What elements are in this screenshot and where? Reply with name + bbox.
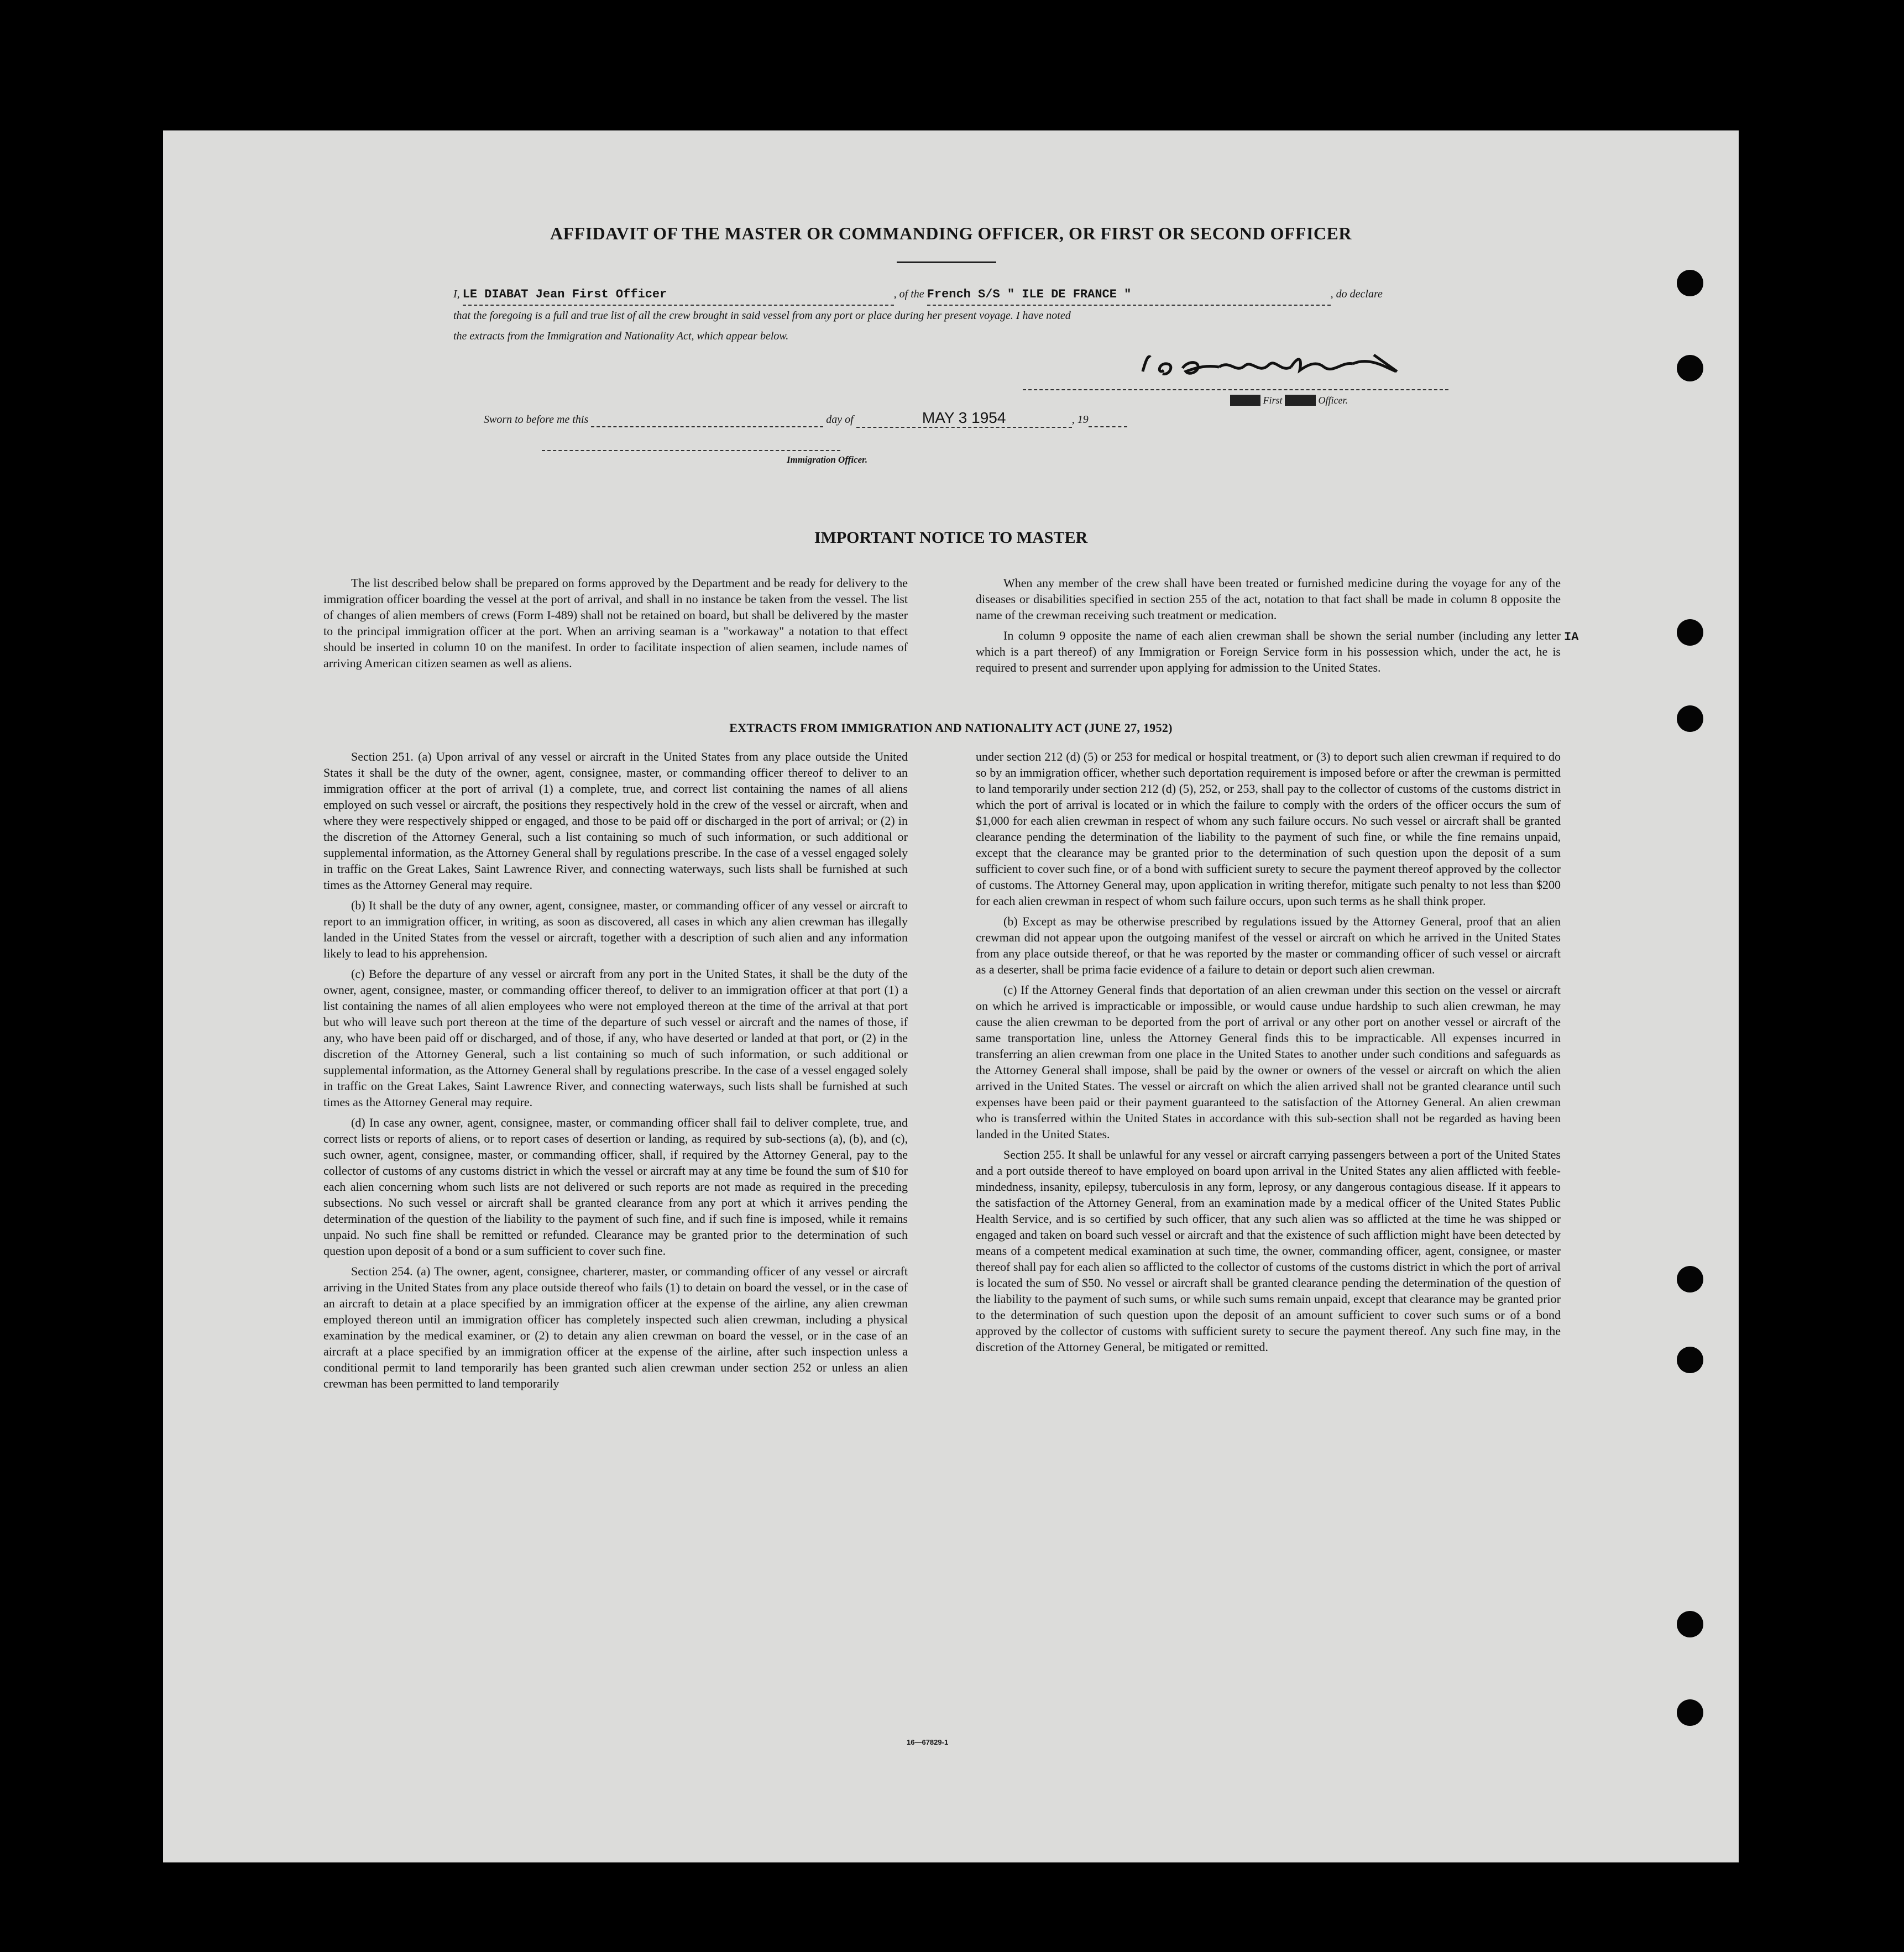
declaration-prefix: I, <box>453 288 460 300</box>
declaration-line-1 <box>453 284 1625 306</box>
section-254-c: (c) If the Attorney General finds that deportation of an alien crewman under this section on the vessel or aircraft on which he arrived is impracticable or impossible, or would cause undue hardship to such alien crewman, he may cause the alien crewman to be deported from the port of arrival or any other port on another vessel or aircraft of the same transportation line, unless the Attorney General finds this to be impracticable. All expenses incurred in transferring an alien crewman from one place in the United States to another under such conditions and safeguards as the Attorney General shall impose, shall be paid by the owner or owners of the vessel or aircraft on which the alien arrived in the United States. The vessel or aircraft on which the alien arrived shall not be granted clearance until such expenses have been paid or their payment guaranteed to the satisfaction of the Attorney General. An alien crewman who is transferred within the United States in accordance with this sub-section shall not be regarded as having been landed in the United States. <box>976 983 1561 1141</box>
punch-hole <box>1677 1266 1703 1292</box>
sworn-date-field <box>856 409 1072 428</box>
declaration-line-2: that the foregoing is a full and true list of all the crew brought in said vessel from any port or place during her present voyage. I have noted <box>453 310 1071 322</box>
sworn-day-field <box>591 414 823 427</box>
section-254-b: (b) Except as may be otherwise prescribed by regulations issued by the Attorney General, proof that an alien crewman did not appear upon the outgoing manifest of the vessel or aircraft on which he arrived in the United States from any place outside thereof, or that he was reported by the master or commanding officer of such vessel or aircraft as a deserter, shall be prima facie evidence of a failure to detain or deport such alien crewman. <box>976 914 1561 976</box>
officer-signature <box>1136 343 1446 387</box>
struck-master: Master <box>1231 395 1259 406</box>
year-field <box>1089 414 1127 427</box>
notice-left-paragraph: The list described below shall be prepared on forms approved by the Department and be ready for delivery to the immigration officer boarding the vessel at the port of arrival, and shall in no instance be taken from the vessel. The list of changes of alien members of crews (Form I-489) shall not be retained on board, but shall be delivered by the master to the principal immigration officer at the port. When an arriving seaman is a "workaway" a notation to that effect should be inserted in column 10 on the manifest. In order to facilitate inspection of alien seamen, include names of arriving American citizen seamen as well as aliens. <box>323 576 908 670</box>
notice-left-column <box>323 575 908 671</box>
punch-hole <box>1677 1611 1703 1637</box>
extracts-left-column <box>323 749 908 1391</box>
punch-hole <box>1677 705 1703 732</box>
notice-right-paragraph-1: When any member of the crew shall have been treated or furnished medicine during the voyage for any of the diseases or disabilities specified in section 255 of the act, notation to that fact shall be made in column 8 opposite the name of the crewman receiving such treatment or medication. <box>976 576 1561 622</box>
notice-right-paragraph-2: In column 9 opposite the name of each alien crewman shall be shown the serial number (including any letter which is a part thereof) of any Immigration or Foreign Service form in his possession which, under the act, he is required to present and surrender upon applying for admission to the United States. <box>976 629 1561 674</box>
punch-hole <box>1677 355 1703 381</box>
caption-officer: Officer. <box>1318 395 1348 406</box>
officer-name-value: LE DIABAT Jean First Officer <box>462 287 667 301</box>
immigration-officer-label: Immigration Officer. <box>787 454 868 465</box>
sworn-date-stamp: MAY 3 1954 <box>922 409 1006 426</box>
punch-hole <box>1677 1347 1703 1373</box>
caption-first: First <box>1263 395 1283 406</box>
vessel-name-value: French S/S " ILE DE FRANCE " <box>927 287 1132 301</box>
document-page <box>163 130 1739 1862</box>
extracts-title: EXTRACTS FROM IMMIGRATION AND NATIONALITY ACT (JUNE 27, 1952) <box>729 721 1173 735</box>
crew-officer-name-field <box>463 284 894 306</box>
section-251-d: (d) In case any owner, agent, consignee, master, or commanding officer shall fail to deliver complete, true, and correct lists or reports of aliens, or to report cases of desertion or landing, as required by sub-sections (a), (b), and (c), such owner, agent, consignee, master, or commanding officer, shall, if required by the Attorney General, pay to the collector of customs of any customs district in which the vessel or aircraft may at any time be found the sum of $10 for each alien concerning whom such lists are not delivered or such reports are not made as required in the preceding subsections. No such vessel or aircraft shall be granted clearance from any port at which it arrives pending the determination of the question of the liability to the payment of such fine, and if such fine is imposed, while it remains unpaid. No such fine shall be remitted or refunded. Clearance may be granted prior to the determination of such question upon deposit of a bond or a sum sufficient to cover such fine. <box>323 1116 908 1258</box>
section-254-a: Section 254. (a) The owner, agent, consignee, charterer, master, or commanding officer of any vessel or aircraft arriving in the United States from any place outside thereof who fails (1) to detain on board the vessel, or in the case of an aircraft to detain at a place specified by an immigration officer at the expense of the airline, any alien crewman employed thereon until an immigration officer has completely inspected such alien crewman, including a physical examination by the medical examiner, or (2) to detain any alien crewman on board the vessel, or in the case of an aircraft at a place specified by an immigration officer at the expense of the airline, after such inspection unless a conditional permit to land temporarily has been granted such alien crewman under section 252 or unless an alien crewman has been permitted to land temporarily <box>323 1264 908 1390</box>
section-251-c: (c) Before the departure of any vessel or aircraft from any port in the United States, it shall be the duty of the owner, agent, consignee, master, or commanding officer thereof, to deliver to an immigration officer at that port (1) a list containing the names of all alien employees who were not employed thereon at the time of the arrival at that port but who will leave such port thereon at the time of the departure of such vessel or aircraft and the names of those, if any, who have been paid off or discharged, and of those, if any, who have deserted or landed at that port, or (2) in the discretion of the Attorney General, such a list containing so much of such information, or such additional or supplemental information, as the Attorney General shall by regulations prescribe. In the case of a vessel engaged solely in traffic on the Great Lakes, Saint Lawrence River, and connecting waterways, such lists shall be furnished at such times as the Attorney General may require. <box>323 967 908 1109</box>
vessel-name-field <box>927 284 1331 306</box>
punch-hole <box>1677 619 1703 646</box>
title-rule <box>897 261 996 263</box>
form-number: 16—67829-1 <box>907 1738 949 1746</box>
section-251-b: (b) It shall be the duty of any owner, agent, consignee, master, or commanding officer of any vessel or aircraft to report to an immigration officer, in writing, as soon as discovered, all cases in which any alien crewman has illegally landed in the United States from the vessel or aircraft, together with a description of such alien and any information likely to lead to his apprehension. <box>323 898 908 960</box>
sworn-label: Sworn to before me this <box>484 414 589 426</box>
day-of-label: day of <box>826 414 854 426</box>
notice-title: IMPORTANT NOTICE TO MASTER <box>814 528 1088 547</box>
of-the-label: , of the <box>893 288 924 300</box>
signature-line <box>1023 389 1448 390</box>
signature-caption <box>1230 395 1348 406</box>
immigration-officer-line <box>542 450 840 451</box>
sworn-line <box>484 409 1127 428</box>
section-255: Section 255. It shall be unlawful for any vessel or aircraft carrying passengers between a port of the United States and a port outside thereof to have employed on board upon arrival in the United States any alien afflicted with feeble-mindedness, insanity, epilepsy, tuberculosis in any form, leprosy, or any dangerous contagious disease. If it appears to the satisfaction of the Attorney General, from an examination made by a medical officer of the United States Public Health Service, and is so certified by such officer, that any such alien was so afflicted at the time he was shipped or engaged and taken on board such vessel or aircraft and that the existence of such affliction might have been detected by means of a competent medical examination at such time, the owner, commanding officer, agent, consignee, or master thereof shall pay for each alien so afflicted to the collector of customs of the customs district in which the port of arrival is located the sum of $50. No vessel or aircraft shall be granted clearance pending the determination of the question of the liability to the payment of such sums, or while such sums remain unpaid, except that clearance may be granted prior to the determination of such question upon the deposit of an amount sufficient to cover such sums or of a bond approved by the collector of customs with sufficient surety to secure the payment thereof. Any such fine may, in the discretion of the Attorney General, be mitigated or remitted. <box>976 1148 1561 1354</box>
notice-right-column <box>976 575 1561 676</box>
year-suffix: , 19 <box>1071 414 1089 426</box>
affidavit-title: AFFIDAVIT OF THE MASTER OR COMMANDING OFFICER, OR FIRST OR SECOND OFFICER <box>550 223 1352 243</box>
declaration-block <box>453 284 1625 347</box>
declaration-line-3: the extracts from the Immigration and Nationality Act, which appear below. <box>453 330 789 342</box>
punch-hole <box>1677 1699 1703 1726</box>
section-251-a: Section 251. (a) Upon arrival of any vessel or aircraft in the United States from any place outside the United States it shall be the duty of the owner, agent, consignee, master, or commanding officer thereof to deliver to an immigration officer at the port of arrival (1) a complete, true, and correct list containing the names of all aliens employed on such vessel or aircraft, the positions they respectively hold in the crew of the vessel or aircraft, when and where they were respectively shipped or engaged, and those to be paid off or discharged in the port of arrival; or (2) in the discretion of the Attorney General, such a list containing so much of such information, or such additional or supplemental information, as the Attorney General shall by regulations prescribe. In the case of a vessel engaged solely in traffic on the Great Lakes, Saint Lawrence River, and connecting waterways, such lists shall be furnished at such times as the Attorney General may require. <box>323 750 908 892</box>
punch-hole <box>1677 270 1703 296</box>
margin-annotation: IA <box>1564 630 1579 644</box>
section-254-a-continued: under section 212 (d) (5) or 253 for medical or hospital treatment, or (3) to deport such alien crewman if required to do so by an immigration officer, whether such deportation requirement is imposed before or after the crewman is permitted to land temporarily under section 212 (d) (5), 252, or 253, shall pay to the collector of customs of the customs district in which the port of arrival is located or in which the failure to comply with the orders of the officer occurs the sum of $1,000 for each alien crewman in respect of whom any such failure occurs. No such vessel or aircraft shall be granted clearance pending the determination of the liability to the payment of such fine, or while the fine remains unpaid, except that the clearance may be granted prior to the determination of such question upon the deposit of a sum sufficient to cover such fine, or of a bond with sufficient surety to secure the payment thereof approved by the collector of customs. The Attorney General may, upon application in writing therefor, mitigate such penalty to not less than $200 for each alien crewman in respect of whom such failure occurs, upon such terms as he shall think proper. <box>976 750 1561 908</box>
do-declare-label: , do declare <box>1330 288 1383 300</box>
extracts-right-column <box>976 749 1561 1355</box>
struck-second: Second <box>1286 395 1315 406</box>
